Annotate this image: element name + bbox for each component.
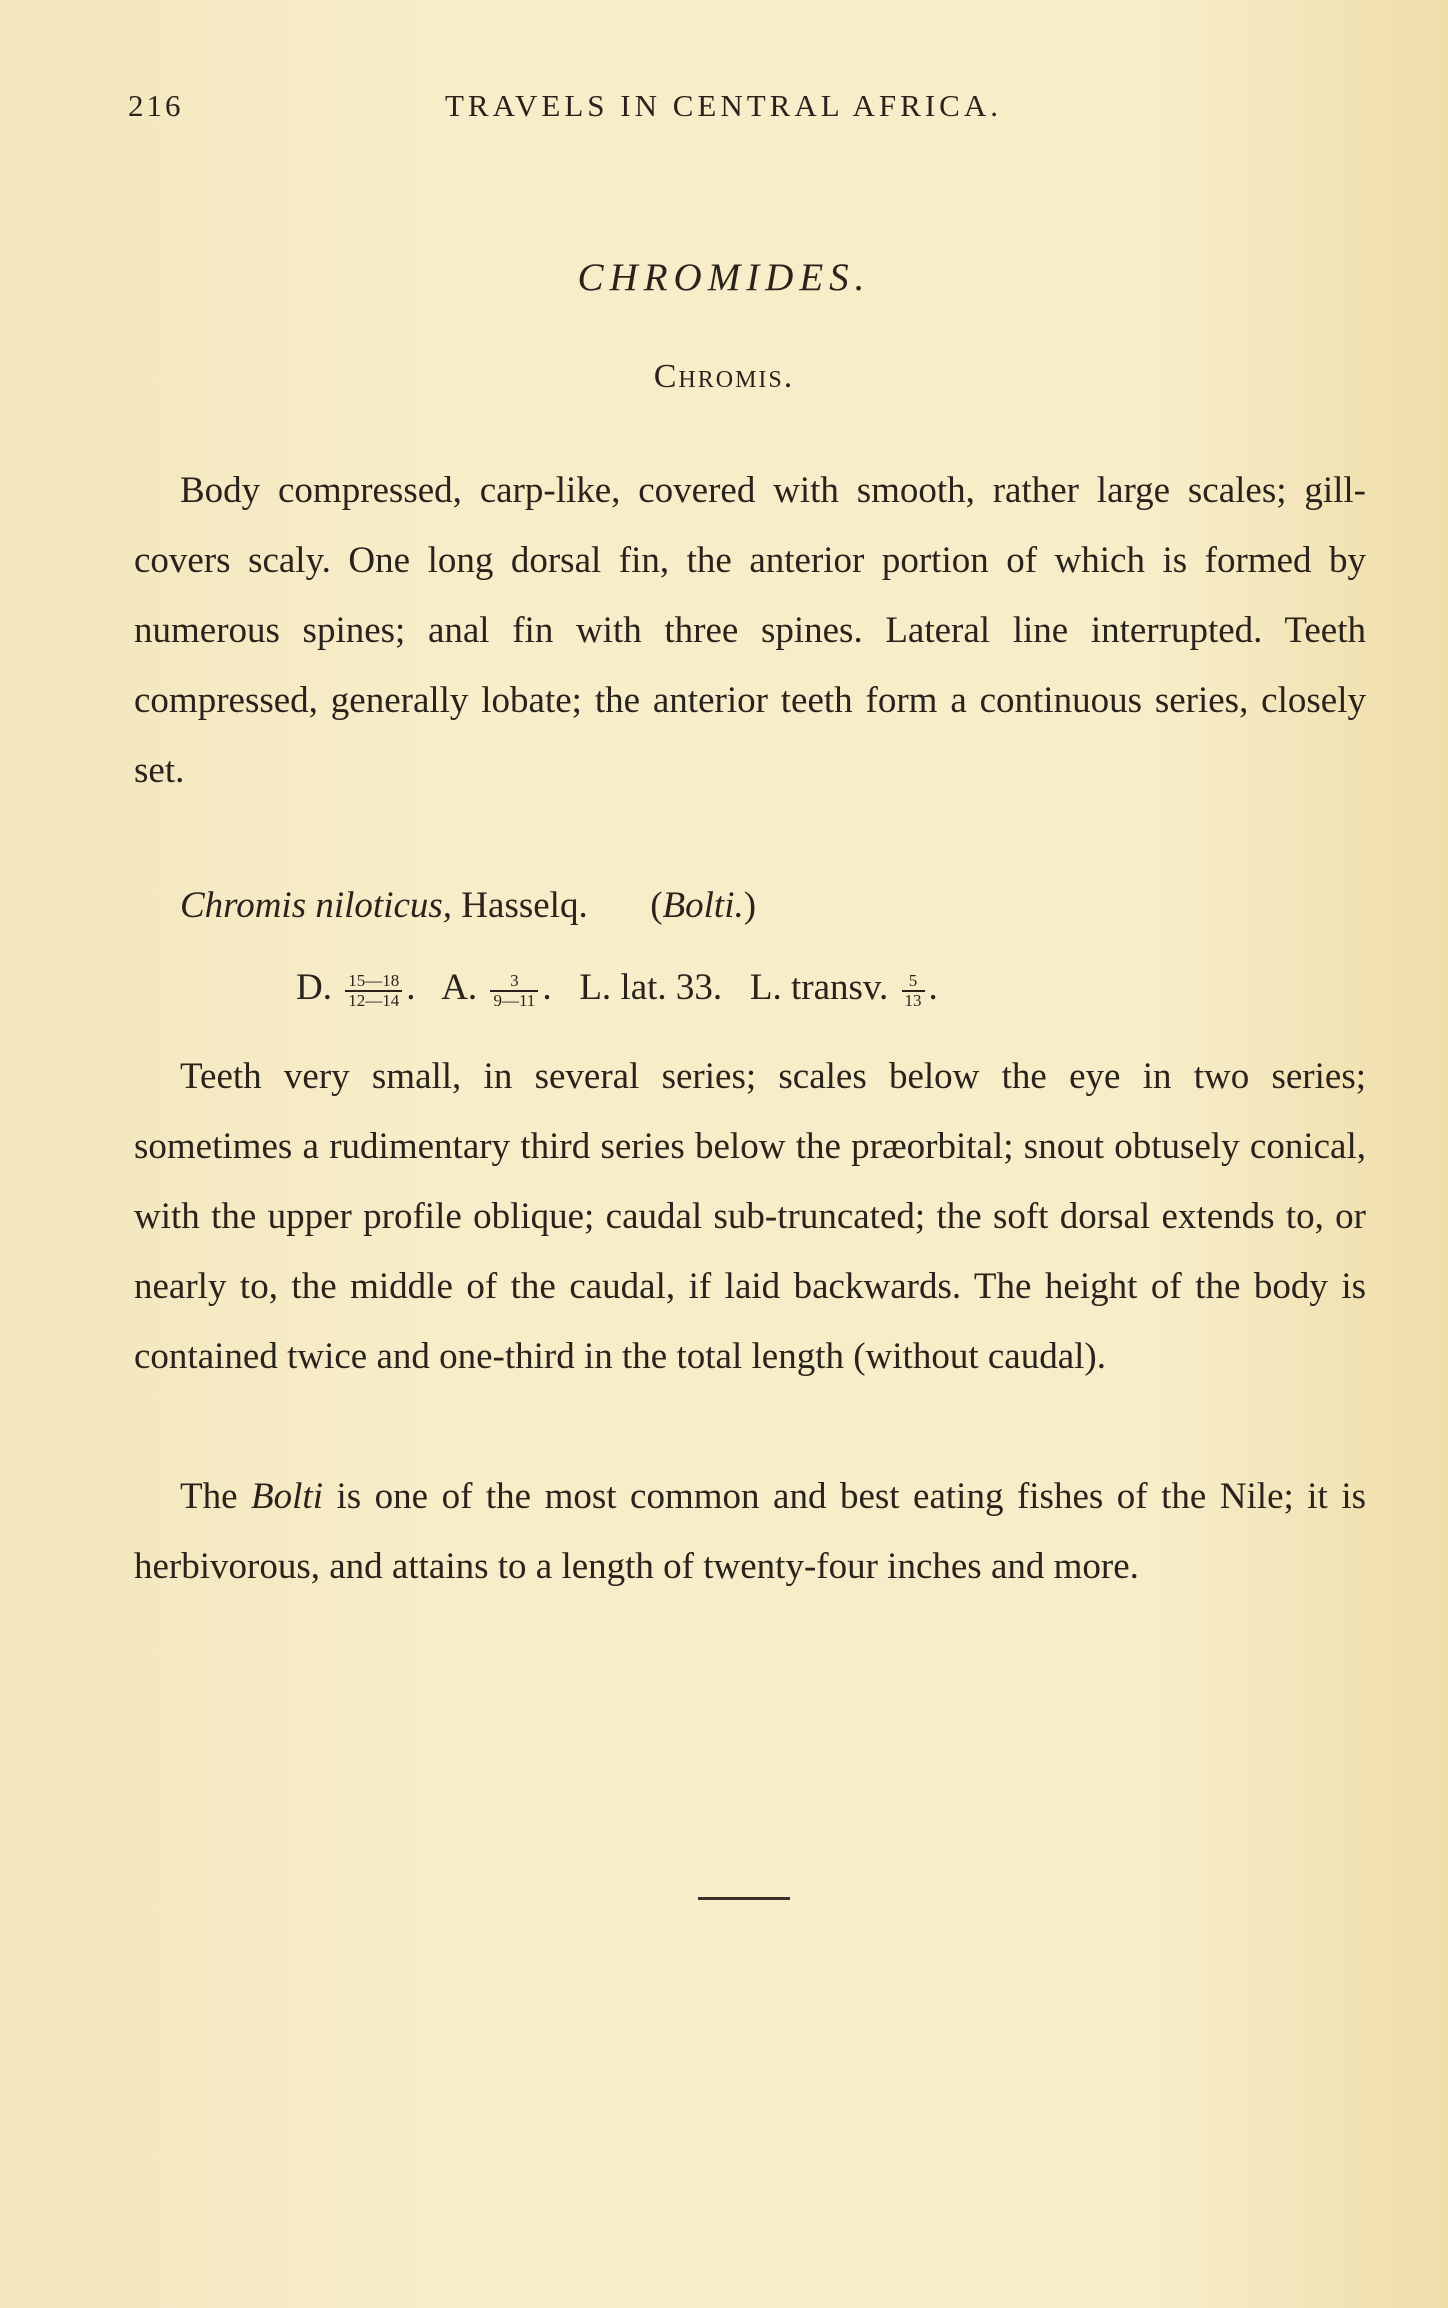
anal-label: A. (441, 967, 478, 1008)
species-common-name: Bolti. (662, 885, 744, 926)
transverse-denominator: 13 (904, 990, 922, 1010)
species-authority: Hasselq. (461, 885, 588, 926)
transverse-label: L. transv. (749, 967, 889, 1008)
running-head (128, 88, 1128, 128)
bolti-paragraph-start: The (180, 1476, 238, 1517)
lateral-line-count: L. lat. 33. (579, 967, 723, 1008)
dorsal-numerator: 15—18 (345, 972, 402, 992)
bolti-italic-word: Bolti (251, 1476, 323, 1517)
family-heading: CHROMIDES. (577, 256, 871, 299)
transverse-fraction (902, 972, 925, 1010)
anal-numerator: 3 (490, 972, 538, 992)
dorsal-denominator: 12—14 (348, 990, 400, 1010)
bolti-paragraph (134, 1462, 1366, 1602)
species-line: Chromis niloticus, Hasselq. (Bolti.) (180, 885, 757, 926)
genus-heading: Chromis. (653, 358, 795, 395)
species-description: Teeth very small, in several series; scales below the eye in two series; sometimes a rudimentary third series below the præorbital; snout obtusely conical, with the upper profile oblique; caudal sub-truncated; the soft dorsal extends to, or nearly to, the middle of the caudal, if laid backwards. The height of the body is contained twice and one-third in the total length (without caudal). (134, 1056, 1366, 1377)
genus-description: Body compressed, carp-like, covered with smooth, rather large scales; gill-covers scaly. One long dorsal fin, the anterior portion of which is formed by numerous spines; anal fin with three spines. Lateral line interrupted. Teeth compressed, generally lobate; the anterior teeth form a continuous series, closely set. (134, 470, 1366, 791)
running-title: TRAVELS IN CENTRAL AFRICA. (445, 88, 1002, 123)
anal-fraction (490, 972, 538, 1010)
anal-denominator: 9—11 (493, 990, 536, 1010)
end-rule (698, 1897, 790, 1900)
bolti-paragraph-rest: is one of the most common and best eating fishes of the Nile; it is herbivorous, and attains to a length of twenty-four inches and more. (134, 1476, 1367, 1587)
fin-formula: D. $\frac{15—18}{12—14}$ . A. $\frac{3}{9—11}$ . L. lat. 33. L. transv. $\frac{5}{13}$ . (296, 967, 938, 1010)
transverse-numerator: 5 (902, 972, 925, 992)
dorsal-label: D. (296, 967, 332, 1008)
species-name: Chromis niloticus, (180, 885, 453, 926)
page-number: 216 (128, 88, 184, 123)
dorsal-fraction (345, 972, 402, 1010)
